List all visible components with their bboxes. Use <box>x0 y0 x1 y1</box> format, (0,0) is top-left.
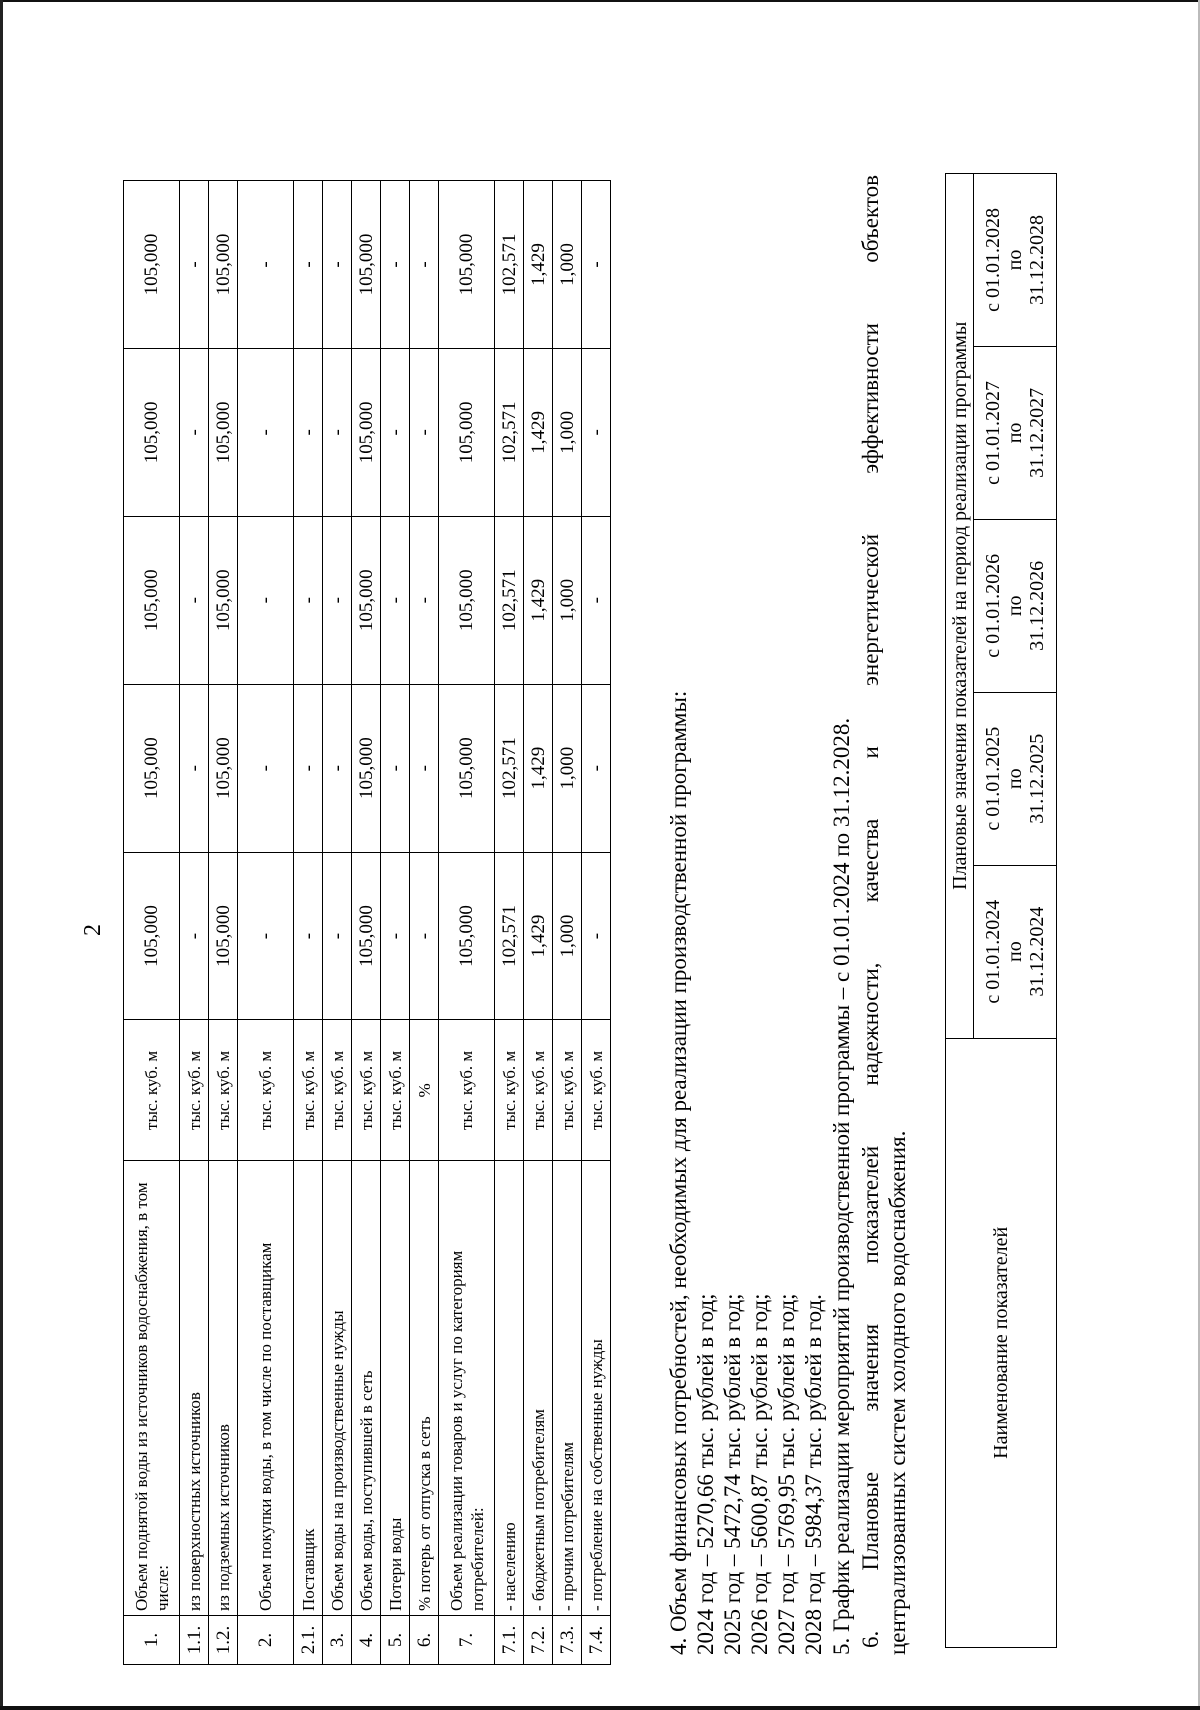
indicator-name-cell: Объем покупки воды, в том числе по поставщикам <box>238 1161 294 1616</box>
value-cell: 105,000 <box>124 852 180 1020</box>
value-cell: 105,000 <box>439 181 495 349</box>
value-cell: 102,571 <box>495 852 524 1020</box>
value-cell: 105,000 <box>124 516 180 684</box>
value-cell: 105,000 <box>439 348 495 516</box>
value-cell: - <box>381 852 410 1020</box>
value-cell: - <box>381 684 410 852</box>
value-cell: - <box>294 684 323 852</box>
indicator-name-cell: - прочим потребителям <box>553 1161 582 1616</box>
value-cell: - <box>180 516 209 684</box>
value-cell: - <box>238 181 294 349</box>
section-6-second-line: централизованных систем холодного водоснабжения. <box>885 1130 910 1655</box>
row-number-cell: 7.1. <box>495 1616 524 1665</box>
section-4-line: 2025 год – 5472,74 тыс. рублей в год; <box>720 1293 745 1655</box>
value-cell: 105,000 <box>124 181 180 349</box>
indicator-name-cell: - бюджетным потребителям <box>524 1161 553 1616</box>
unit-cell: тыс. куб. м <box>238 1020 294 1161</box>
table-row <box>352 181 381 1665</box>
value-cell: 105,000 <box>352 852 381 1020</box>
section-6-word: и <box>858 746 883 759</box>
unit-cell: тыс. куб. м <box>352 1020 381 1161</box>
value-cell: 1,429 <box>524 684 553 852</box>
value-cell: 105,000 <box>439 516 495 684</box>
indicator-name-cell: Объем воды на производственные нужды <box>323 1161 352 1616</box>
value-cell: - <box>381 181 410 349</box>
value-cell: - <box>238 684 294 852</box>
unit-cell: тыс. куб. м <box>294 1020 323 1161</box>
unit-cell: % <box>410 1020 439 1161</box>
value-cell: - <box>238 852 294 1020</box>
value-cell: - <box>180 181 209 349</box>
period-mid: по <box>1004 422 1026 444</box>
unit-cell: тыс. куб. м <box>495 1020 524 1161</box>
value-cell: - <box>323 684 352 852</box>
indicator-name-cell: из подземных источников <box>209 1161 238 1616</box>
unit-cell: тыс. куб. м <box>524 1020 553 1161</box>
period-mid: по <box>1004 941 1026 962</box>
indicator-name-cell: Поставщик <box>294 1161 323 1616</box>
value-cell: 105,000 <box>209 852 238 1020</box>
section-4-line: 2024 год – 5270,66 тыс. рублей в год; <box>693 1293 718 1655</box>
value-cell: 105,000 <box>352 181 381 349</box>
value-cell: 105,000 <box>352 516 381 684</box>
production-volume-table <box>123 180 611 1665</box>
value-cell: - <box>180 684 209 852</box>
value-cell: - <box>381 348 410 516</box>
indicator-name-cell: % потерь от отпуска в сеть <box>410 1161 439 1616</box>
value-cell: 105,000 <box>209 516 238 684</box>
value-cell: 102,571 <box>495 516 524 684</box>
value-cell: 105,000 <box>124 348 180 516</box>
indicator-name-cell: - населению <box>495 1161 524 1616</box>
period-from: с 01.01.2026 <box>982 553 1004 658</box>
value-cell: - <box>294 516 323 684</box>
row-number-cell: 3. <box>323 1616 352 1665</box>
row-number-cell: 2.1. <box>294 1616 323 1665</box>
value-cell: - <box>582 348 611 516</box>
section-4-line: 2027 год – 5769,95 тыс. рублей в год; <box>774 1293 799 1655</box>
indicator-name-cell: Объем реализации товаров и услуг по категориям потребителей: <box>439 1161 495 1616</box>
unit-cell: тыс. куб. м <box>124 1020 180 1161</box>
unit-cell: тыс. куб. м <box>209 1020 238 1161</box>
value-cell: - <box>323 348 352 516</box>
section-5-schedule: 5. График реализации мероприятий производственной программы – с 01.01.2024 по 31.12.2028. <box>829 717 854 1655</box>
row-number-cell: 2. <box>238 1616 294 1665</box>
section-4-financial-needs <box>665 175 827 1655</box>
page-number: 2 <box>80 924 106 936</box>
indicator-name-cell: Потери воды <box>381 1161 410 1616</box>
value-cell: - <box>238 348 294 516</box>
period-mid: по <box>1004 595 1026 617</box>
indicator-name-cell: - потребление на собственные нужды <box>582 1161 611 1616</box>
value-cell: 1,000 <box>553 852 582 1020</box>
value-cell: - <box>323 852 352 1020</box>
value-cell: - <box>323 516 352 684</box>
row-number-cell: 7. <box>439 1616 495 1665</box>
table-row <box>524 181 553 1665</box>
value-cell: - <box>381 516 410 684</box>
period-to: 31.12.2027 <box>1026 387 1048 478</box>
value-cell: - <box>410 684 439 852</box>
table-row <box>180 181 209 1665</box>
value-cell: 1,000 <box>553 348 582 516</box>
row-number-cell: 6. <box>410 1616 439 1665</box>
period-from: с 01.01.2027 <box>982 380 1004 485</box>
value-cell: 105,000 <box>439 684 495 852</box>
value-cell: - <box>582 181 611 349</box>
row-number-cell: 5. <box>381 1616 410 1665</box>
value-cell: - <box>294 348 323 516</box>
value-cell: 1,429 <box>524 348 553 516</box>
section-6-word: объектов <box>858 175 883 263</box>
section-4-line: 2026 год – 5600,87 тыс. рублей в год; <box>747 1293 772 1655</box>
row-number-cell: 7.3. <box>553 1616 582 1665</box>
row-number-cell: 1.2. <box>209 1616 238 1665</box>
value-cell: 1,000 <box>553 181 582 349</box>
value-cell: - <box>410 852 439 1020</box>
period-header-cell <box>974 346 1057 519</box>
value-cell: 102,571 <box>495 684 524 852</box>
table-row <box>439 181 495 1665</box>
unit-cell: тыс. куб. м <box>323 1020 352 1161</box>
value-cell: 105,000 <box>124 684 180 852</box>
section-6-word: 6. <box>858 1630 883 1648</box>
period-to: 31.12.2024 <box>1026 906 1048 997</box>
table-row <box>238 181 294 1665</box>
period-to: 31.12.2025 <box>1026 733 1048 824</box>
value-cell: - <box>180 852 209 1020</box>
indicator-name-cell: из поверхностных источников <box>180 1161 209 1616</box>
period-header-cell <box>974 519 1057 692</box>
value-cell: 105,000 <box>209 684 238 852</box>
rotated-document-page <box>80 160 1120 1690</box>
unit-cell: тыс. куб. м <box>439 1020 495 1161</box>
table-row <box>553 181 582 1665</box>
planned-values-header: Плановые значения показателей на период реализации программы <box>946 174 974 1039</box>
section-6-word: Плановые <box>858 1471 883 1571</box>
value-cell: 105,000 <box>209 181 238 349</box>
table-row <box>381 181 410 1665</box>
table-row <box>124 181 180 1665</box>
row-number-cell: 1. <box>124 1616 180 1665</box>
indicator-name-cell: Объем воды, поступившей в сеть <box>352 1161 381 1616</box>
section-6-word: значения <box>858 1323 883 1412</box>
table-row <box>209 181 238 1665</box>
table-row <box>495 181 524 1665</box>
value-cell: - <box>238 516 294 684</box>
section-6-word: показателей <box>858 1145 883 1264</box>
unit-cell: тыс. куб. м <box>582 1020 611 1161</box>
value-cell: 1,000 <box>553 684 582 852</box>
value-cell: - <box>410 348 439 516</box>
value-cell: - <box>582 516 611 684</box>
value-cell: 1,429 <box>524 516 553 684</box>
period-from: с 01.01.2025 <box>982 726 1004 831</box>
row-number-cell: 7.4. <box>582 1616 611 1665</box>
section-6-word: эффективности <box>858 323 883 474</box>
row-number-cell: 4. <box>352 1616 381 1665</box>
period-header-cell <box>974 692 1057 865</box>
scan-edge-left <box>0 0 3 1710</box>
period-header-cell <box>974 174 1057 347</box>
unit-cell: тыс. куб. м <box>381 1020 410 1161</box>
value-cell: - <box>180 348 209 516</box>
period-to: 31.12.2026 <box>1026 560 1048 651</box>
value-cell: - <box>410 516 439 684</box>
value-cell: 102,571 <box>495 181 524 349</box>
section-4-heading: 4. Объем финансовых потребностей, необходимых для реализации производственной программы: <box>666 690 691 1655</box>
period-to: 31.12.2028 <box>1026 214 1048 305</box>
period-mid: по <box>1004 249 1026 271</box>
value-cell: 105,000 <box>439 852 495 1020</box>
section-6-word: надежности, <box>858 962 883 1086</box>
value-cell: 1,429 <box>524 181 553 349</box>
value-cell: - <box>323 181 352 349</box>
value-cell: 1,429 <box>524 852 553 1020</box>
value-cell: - <box>294 181 323 349</box>
indicator-name-header: Наименование показателей <box>946 1038 1057 1647</box>
section-6-word: качества <box>858 818 883 903</box>
value-cell: 105,000 <box>352 684 381 852</box>
value-cell: 105,000 <box>352 348 381 516</box>
unit-cell: тыс. куб. м <box>180 1020 209 1161</box>
value-cell: 1,000 <box>553 516 582 684</box>
section-6-word: энергетической <box>858 533 883 686</box>
value-cell: 102,571 <box>495 348 524 516</box>
section-4-line: 2028 год – 5984,37 тыс. рублей в год. <box>801 1294 826 1655</box>
value-cell: - <box>582 852 611 1020</box>
table-row <box>582 181 611 1665</box>
period-header-cell <box>974 865 1057 1038</box>
indicator-name-cell: Объем поднятой воды из источников водоснабжения, в том числе: <box>124 1161 180 1616</box>
value-cell: - <box>410 181 439 349</box>
table-row <box>294 181 323 1665</box>
period-from: с 01.01.2028 <box>982 208 1004 312</box>
section-6-indicators-intro <box>857 175 911 1655</box>
period-mid: по <box>1004 768 1026 790</box>
period-from: с 01.01.2024 <box>982 899 1004 1004</box>
scan-edge-top <box>0 0 1200 2</box>
value-cell: 105,000 <box>209 348 238 516</box>
value-cell: - <box>294 852 323 1020</box>
scan-edge-bottom <box>0 1706 1200 1710</box>
row-number-cell: 7.2. <box>524 1616 553 1665</box>
planned-indicators-table <box>945 173 1057 1648</box>
unit-cell: тыс. куб. м <box>553 1020 582 1161</box>
table-row <box>410 181 439 1665</box>
row-number-cell: 1.1. <box>180 1616 209 1665</box>
value-cell: - <box>582 684 611 852</box>
section-6-first-line <box>857 175 884 1655</box>
table-row <box>323 181 352 1665</box>
